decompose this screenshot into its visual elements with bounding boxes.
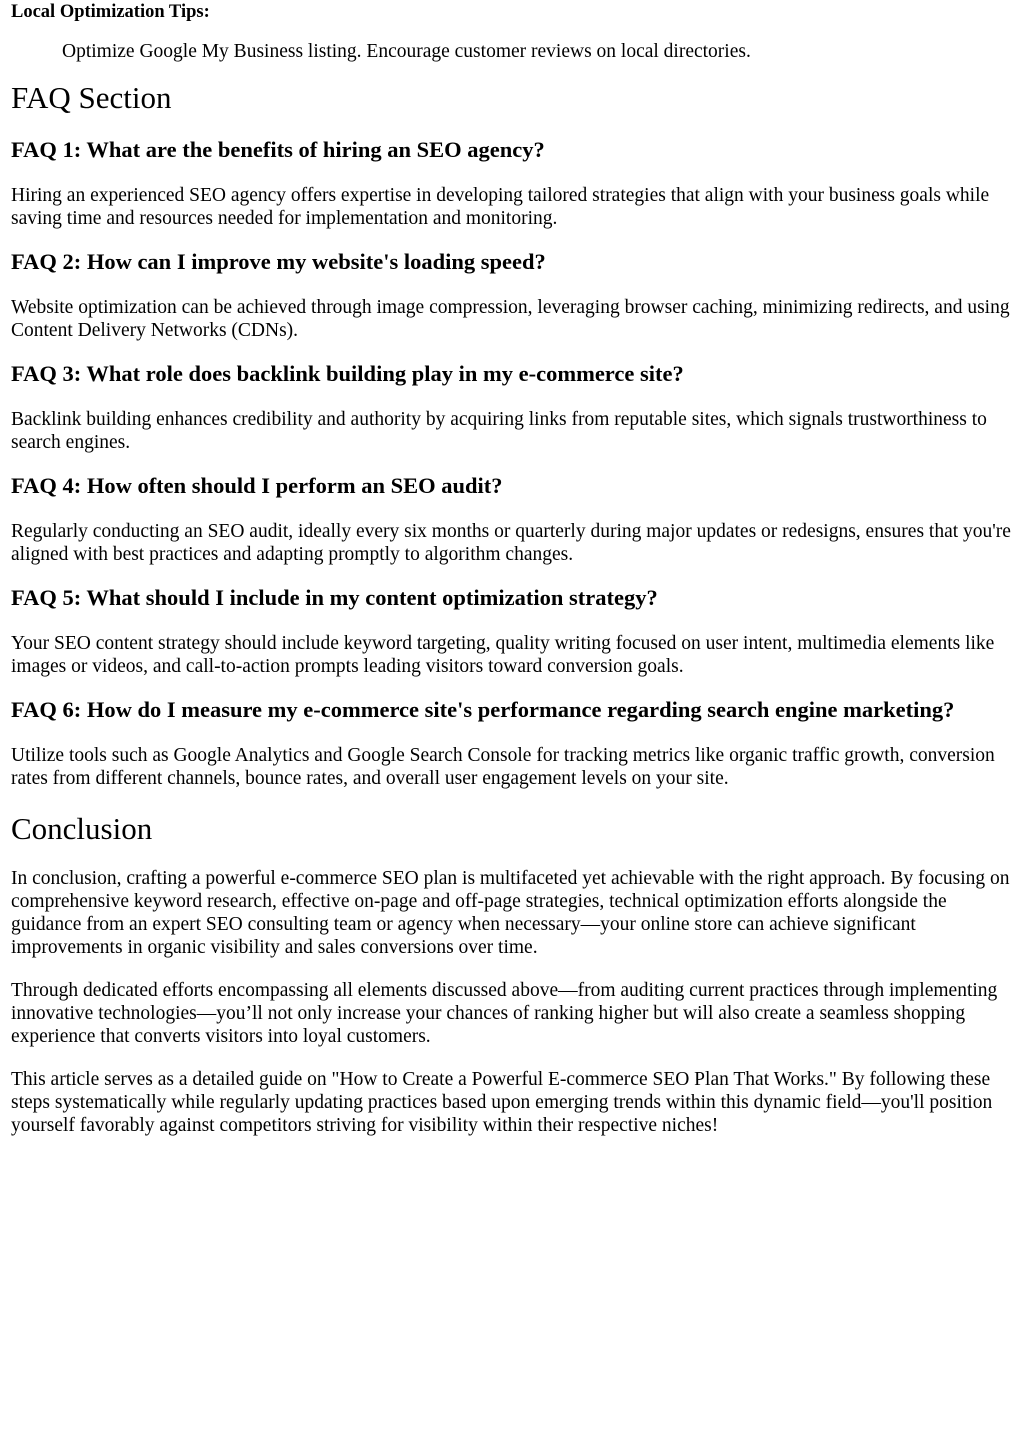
conclusion-paragraph: In conclusion, crafting a powerful e-commerce SEO plan is multifaceted yet achievable with the right approach. By focusing on comprehensive keyword research, effective on-page and off-page strategies, technical optimization efforts alongside the guidance from an expert SEO consulting team or agency when necessary—your online store can achieve significant improvements in organic visibility and sales conversions over time. (11, 868, 1010, 958)
conclusion-paragraph: This article serves as a detailed guide on "How to Create a Powerful E-commerce SEO Plan That Works." By following these steps systematically while regularly updating practices based upon emerging trends within this dynamic field—you'll position yourself favorably against competitors striving for visibility within their respective niches! (11, 1069, 993, 1136)
faq-question: FAQ 1: What are the benefits of hiring an SEO agency? (11, 137, 545, 162)
faq-item (11, 136, 1013, 230)
faq-item (11, 248, 1013, 342)
faq-item (11, 472, 1013, 566)
local-tips-heading: Local Optimization Tips: (11, 2, 210, 22)
faq-question: FAQ 2: How can I improve my website's loading speed? (11, 249, 546, 274)
conclusion-paragraph: Through dedicated efforts encompassing all elements discussed above—from auditing current practices through implementing innovative technologies—you’ll not only increase your chances of ranking higher but will also create a seamless shopping experience that converts visitors into loyal customers. (11, 980, 998, 1047)
faq-question: FAQ 3: What role does backlink building play in my e-commerce site? (11, 361, 684, 386)
article-page (0, 1, 1024, 1137)
faq-answer: Backlink building enhances credibility and authority by acquiring links from reputable sites, which signals trustworthiness to search engines. (11, 409, 987, 453)
conclusion-title: Conclusion (11, 811, 153, 846)
faq-question: FAQ 4: How often should I perform an SEO audit? (11, 473, 503, 498)
local-tips-body: Optimize Google My Business listing. Encourage customer reviews on local directories. (62, 41, 751, 62)
faq-answer: Regularly conducting an SEO audit, ideally every six months or quarterly during major updates or redesigns, ensures that you're aligned with best practices and adapting promptly to algorithm changes. (11, 521, 1011, 565)
faq-answer: Utilize tools such as Google Analytics and Google Search Console for tracking metrics like organic traffic growth, conversion rates from different channels, bounce rates, and overall user engagement levels on your site. (11, 745, 995, 789)
faq-question: FAQ 6: How do I measure my e-commerce site's performance regarding search engine marketing? (11, 697, 955, 722)
faq-answer: Hiring an experienced SEO agency offers expertise in developing tailored strategies that align with your business goals while saving time and resources needed for implementation and monitoring. (11, 185, 990, 229)
faq-answer: Website optimization can be achieved through image compression, leveraging browser caching, minimizing redirects, and using Content Delivery Networks (CDNs). (11, 297, 1010, 341)
faq-item (11, 584, 1013, 678)
faq-item (11, 696, 1013, 790)
faq-answer: Your SEO content strategy should include keyword targeting, quality writing focused on user intent, multimedia elements like images or videos, and call-to-action prompts leading visitors toward conversion goals. (11, 633, 995, 677)
faq-question: FAQ 5: What should I include in my content optimization strategy? (11, 585, 658, 610)
faq-item (11, 360, 1013, 454)
faq-section-title: FAQ Section (11, 80, 172, 115)
conclusion-section (11, 811, 1013, 1137)
